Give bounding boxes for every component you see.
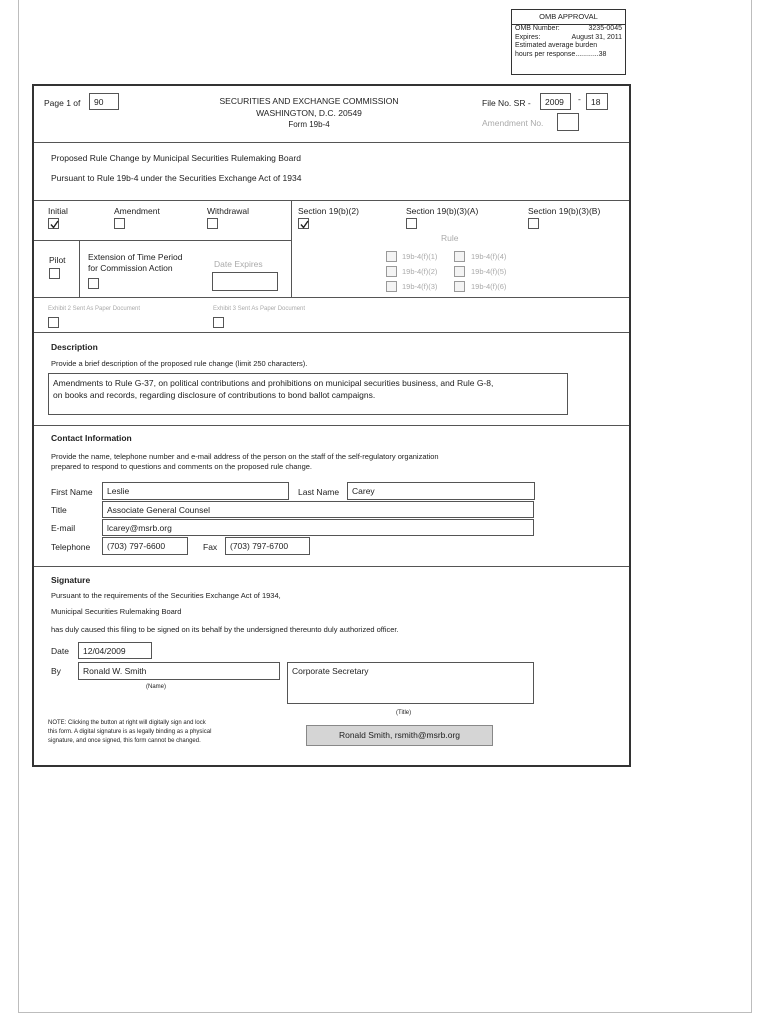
description-heading: Description [51,342,98,352]
omb-burden-line2: hours per response............38 [515,50,607,58]
sign-date-label: Date [51,646,69,656]
omb-title: OMB APPROVAL [512,10,625,25]
note-line1: NOTE: Clicking the button at right will digitally sign and lock [48,720,206,726]
file-dash: - [578,94,581,104]
agency-line1: SECURITIES AND EXCHANGE COMMISSION [219,96,399,106]
email-label: E-mail [51,523,76,533]
rule-f5-label: 19b-4(f)(5) [471,267,507,276]
title-caption: (Title) [396,710,412,716]
description-text-line1: Amendments to Rule G-37, on political contributions and prohibitions on municipal securities business, and Rule G-8, [53,378,494,388]
filing-type-section [34,201,629,298]
agency-line2: WASHINGTON, D.C. 20549 [256,108,362,118]
exhibit2-label: Exhibit 2 Sent As Paper Document [48,306,141,312]
title-label: Title [51,505,67,515]
last-name-label: Last Name [298,487,340,497]
signature-line3: has duly caused this filing to be signed on its behalf by the undersigned thereunto duly authorized officer. [51,625,399,634]
exhibit3-label: Exhibit 3 Sent As Paper Document [213,306,306,312]
omb-expires: August 31, 2011 [571,33,622,41]
by-label: By [51,666,61,676]
file-no-label: File No. SR - [482,98,531,108]
proposal-line1: Proposed Rule Change by Municipal Securities Rulemaking Board [51,153,301,163]
contact-instructions-line1: Provide the name, telephone number and e-mail address of the person on the staff of the self-regulatory organization [51,452,439,461]
signature-heading: Signature [51,575,91,585]
signature-section [34,567,629,767]
description-textarea[interactable] [48,373,568,415]
signature-line1: Pursuant to the requirements of the Securities Exchange Act of 1934, [51,591,281,600]
rule-f6-label: 19b-4(f)(6) [471,282,507,291]
date-expires-field[interactable] [212,272,278,291]
withdrawal-checkbox[interactable] [207,218,218,229]
rule-f3-checkbox[interactable] [386,281,397,292]
last-name-field[interactable]: Carey [347,482,535,500]
page-total-field[interactable]: 90 [89,93,119,110]
rule-f6-checkbox[interactable] [454,281,465,292]
omb-number-label: OMB Number: [515,25,560,32]
form-name: Form 19b-4 [288,120,330,129]
title-field[interactable]: Associate General Counsel [102,501,534,518]
exhibit3-checkbox[interactable] [213,317,224,328]
pilot-label: Pilot [49,255,66,265]
rule-f2-label: 19b-4(f)(2) [402,267,438,276]
vertical-divider [291,201,292,297]
description-instructions: Provide a brief description of the proposed rule change (limit 250 characters). [51,359,308,368]
checkmark-icon [299,219,310,230]
amendment-checkbox[interactable] [114,218,125,229]
omb-approval-box [511,9,626,75]
description-section [34,333,629,426]
rule-f4-label: 19b-4(f)(4) [471,252,507,261]
extension-checkbox[interactable] [88,278,99,289]
proposal-section [34,143,629,201]
omb-burden-line1: Estimated average burden [515,42,598,49]
omb-expires-label: Expires: [515,33,541,41]
contact-heading: Contact Information [51,433,132,443]
omb-number: 3235-0045 [588,25,622,32]
section-19b3a-label: Section 19(b)(3)(A) [406,206,479,216]
exhibits-section [34,298,629,333]
section-19b3b-checkbox[interactable] [528,218,539,229]
rule-label: Rule [441,233,459,243]
telephone-field[interactable]: (703) 797-6600 [102,537,188,555]
email-field[interactable]: lcarey@msrb.org [102,519,534,536]
amendment-no-label: Amendment No. [482,118,544,128]
pilot-checkbox[interactable] [49,268,60,279]
rule-f1-label: 19b-4(f)(1) [402,252,438,261]
rule-f4-checkbox[interactable] [454,251,465,262]
first-name-field[interactable]: Leslie [102,482,289,500]
rule-f5-checkbox[interactable] [454,266,465,277]
rule-f1-checkbox[interactable] [386,251,397,262]
telephone-label: Telephone [51,542,91,552]
proposal-line2: Pursuant to Rule 19b-4 under the Securities Exchange Act of 1934 [51,173,302,183]
by-name-field[interactable]: Ronald W. Smith [78,662,280,680]
file-number-field[interactable]: 18 [586,93,608,110]
checkmark-icon [49,219,60,230]
contact-section [34,426,629,567]
file-year-field[interactable]: 2009 [540,93,571,110]
contact-instructions-line2: prepared to respond to questions and comments on the proposed rule change. [51,462,313,471]
form-19b-4 [32,84,631,767]
section-19b2-label: Section 19(b)(2) [298,206,359,216]
digital-sign-button[interactable]: Ronald Smith, rsmith@msrb.org [306,725,493,746]
fax-field[interactable]: (703) 797-6700 [225,537,310,555]
amendment-label: Amendment [114,206,160,216]
horizontal-divider [34,240,291,241]
section-19b3b-label: Section 19(b)(3)(B) [528,206,601,216]
withdrawal-label: Withdrawal [207,206,250,216]
date-expires-label: Date Expires [214,259,263,269]
exhibit2-checkbox[interactable] [48,317,59,328]
name-caption: (Name) [146,684,167,690]
initial-checkbox[interactable] [48,218,59,229]
first-name-label: First Name [51,487,93,497]
rule-f2-checkbox[interactable] [386,266,397,277]
amendment-no-field[interactable] [557,113,579,131]
header-section [34,86,629,143]
extension-line1: Extension of Time Period [88,252,183,262]
page-label: Page 1 of [44,98,81,108]
fax-label: Fax [203,542,218,552]
initial-label: Initial [48,206,68,216]
note-line2: this form. A digital signature is as legally binding as a physical [48,729,212,735]
note-line3: signature, and once signed, this form cannot be changed. [48,738,201,744]
section-19b3a-checkbox[interactable] [406,218,417,229]
pilot-divider [79,240,80,297]
signature-line2: Municipal Securities Rulemaking Board [51,607,182,616]
sign-date-field[interactable]: 12/04/2009 [78,642,152,659]
sign-title-field[interactable]: Corporate Secretary [287,662,534,704]
extension-line2: for Commission Action [88,263,173,273]
rule-f3-label: 19b-4(f)(3) [402,282,438,291]
description-text-line2: on books and records, regarding disclosure of contributions to bond ballot campaigns. [53,390,376,400]
section-19b2-checkbox[interactable] [298,218,309,229]
